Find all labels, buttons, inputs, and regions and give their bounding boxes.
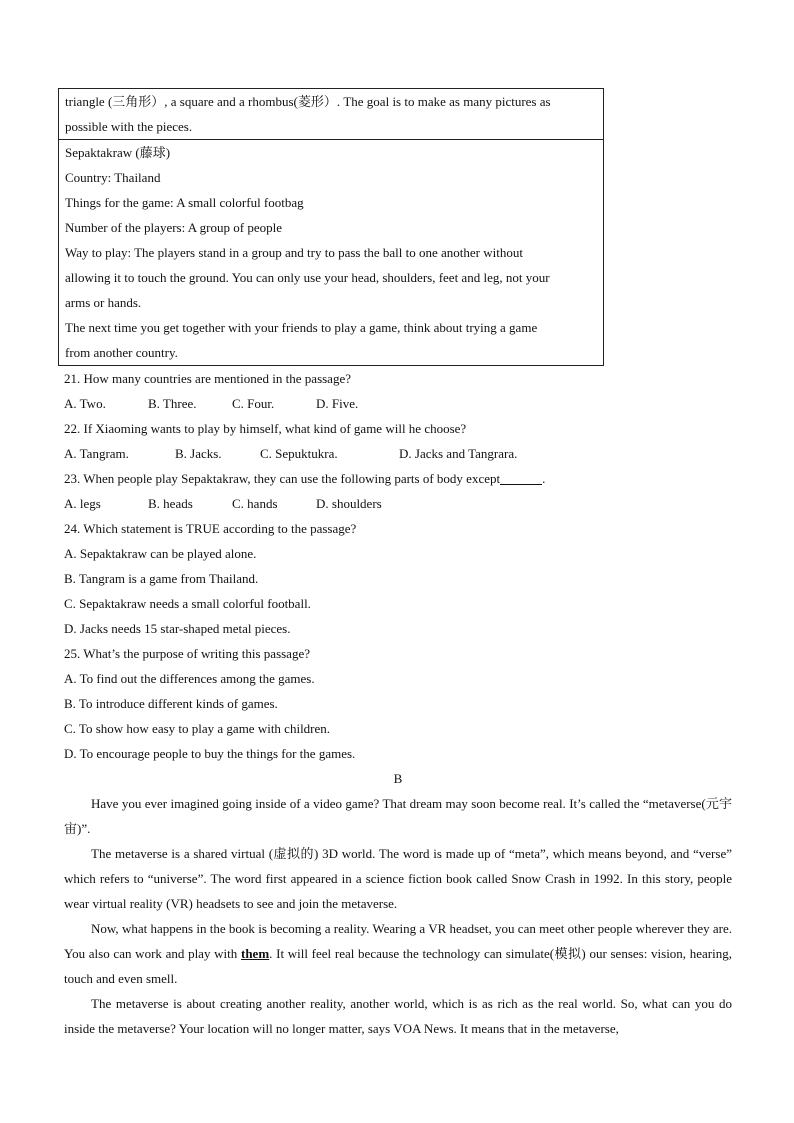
option: A. Two. [64,396,106,411]
text-line: possible with the pieces. [65,119,193,134]
answer-blank [500,470,542,485]
option: B. Jacks. [175,446,222,461]
option: A. Tangram. [64,446,129,461]
option: B. Three. [148,396,197,411]
question-options [64,441,732,466]
table-row [59,89,604,140]
games-info-table [58,88,604,366]
document-page [64,88,732,1041]
paragraph: Have you ever imagined going inside of a video game? That dream may soon become real. It’s called the “metaverse(元宇宙)”. [64,796,732,836]
option: C. Sepaktakraw needs a small colorful football. [64,596,311,611]
option: A. To find out the differences among the games. [64,671,315,686]
option: C. Sepuktukra. [260,446,338,461]
option: C. To show how easy to play a game with children. [64,721,331,736]
table-row [59,140,604,366]
question-options [64,491,732,516]
option: C. Four. [232,396,275,411]
sepaktakraw-cell [59,140,604,366]
text-line: triangle (三角形）, a square and a rhombus(菱形）. The goal is to make as many pictures as [65,94,551,109]
question-text: 23. When people play Sepaktakraw, they can use the following parts of body except [64,471,501,486]
option: D. Jacks and Tangrara. [399,446,518,461]
option: B. To introduce different kinds of games. [64,696,278,711]
section-label: B [393,771,403,786]
option: C. hands [232,496,278,511]
tangram-cell [59,89,604,140]
option: A. Sepaktakraw can be played alone. [64,546,257,561]
option: D. Five. [316,396,359,411]
option: A. legs [64,496,101,511]
underlined-word: them [240,946,270,961]
paragraph: The metaverse is a shared virtual (虚拟的) 3D world. The word is made up of “meta”, which means beyond, and “verse” which refers to “universe”. The word first appeared in a science fiction book called Snow Crash in 1992. In this story, people wear virtual reality (VR) headsets to see and join the metaverse. [64,846,732,911]
paragraph-text: . It will feel real because the technology can simulate(模拟) our senses: vision, hearing, touch and even smell. [64,946,732,986]
option: B. heads [148,496,193,511]
option: B. Tangram is a game from Thailand. [64,571,259,586]
question-options [64,391,732,416]
game-things: Things for the game: A small colorful footbag [65,195,304,210]
option: D. To encourage people to buy the things for the games. [64,746,356,761]
paragraph: The metaverse is about creating another reality, another world, which is as rich as the real world. So, what can you do inside the metaverse? Your location will no longer matter, says VOA News. It means that in the metaverse, [64,996,732,1036]
question-stem: 22. If Xiaoming wants to play by himself, what kind of game will he choose? [64,421,467,436]
question-stem: 25. What’s the purpose of writing this passage? [64,646,310,661]
paragraph-text: Now, what happens in the book is becoming a reality. Wearing a VR headset, you can meet other people wherever they are. You also can work and play with [64,921,732,961]
text-line: from another country. [65,345,178,360]
game-title: Sepaktakraw (藤球) [65,145,171,160]
option: D. Jacks needs 15 star-shaped metal pieces. [64,621,291,636]
game-players: Number of the players: A group of people [65,220,282,235]
text-line: arms or hands. [65,295,142,310]
game-country: Country: Thailand [65,170,161,185]
text-line: Way to play: The players stand in a group and try to pass the ball to one another without [65,245,523,260]
paragraph [64,916,732,991]
text-line: allowing it to touch the ground. You can only use your head, shoulders, feet and leg, not your [65,270,550,285]
text-line: The next time you get together with your friends to play a game, think about trying a game [65,320,538,335]
question-stem: 24. Which statement is TRUE according to the passage? [64,521,357,536]
question-stem: 21. How many countries are mentioned in the passage? [64,371,351,386]
option: D. shoulders [316,496,382,511]
question-stem: 23. When people play Sepaktakraw, they can use the following parts of body except . [64,471,546,486]
